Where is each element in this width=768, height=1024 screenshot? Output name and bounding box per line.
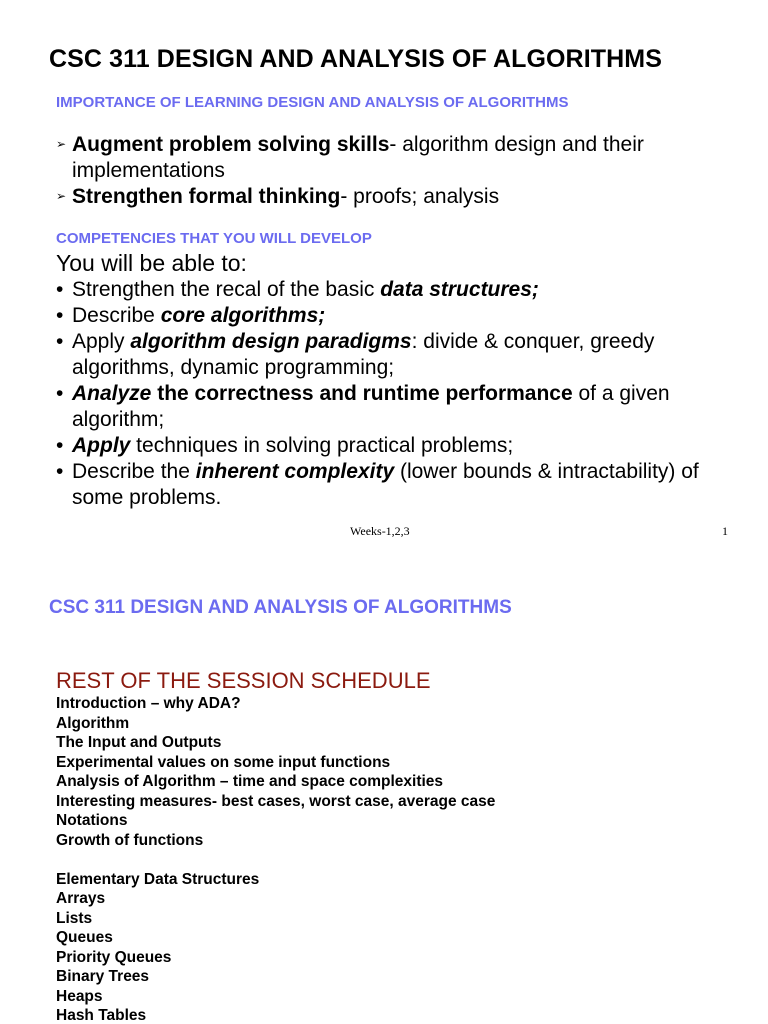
schedule-heading: REST OF THE SESSION SCHEDULE xyxy=(56,668,431,693)
competencies-heading: COMPETENCIES THAT YOU WILL DEVELOP xyxy=(56,230,372,247)
dot-bullet-icon: • xyxy=(56,434,64,457)
dot-bullet-icon: • xyxy=(56,460,64,483)
item-bold-text: the correctness and runtime performance xyxy=(151,382,573,405)
item-emphasis: core algorithms; xyxy=(160,304,326,327)
list-item: Arrays xyxy=(56,890,106,907)
arrow-bullet-icon: ➢ xyxy=(56,189,67,203)
item-text: Strengthen the recal of the basic xyxy=(72,278,381,301)
item-text: Apply xyxy=(72,330,131,353)
item-text: - proofs; analysis xyxy=(340,185,500,208)
item-text: : divide & conquer, greedy algorithms, dynamic programming; xyxy=(72,330,655,379)
list-item: Introduction – why ADA? xyxy=(56,695,241,712)
list-item xyxy=(56,329,736,381)
list-item xyxy=(56,459,736,511)
importance-heading: IMPORTANCE OF LEARNING DESIGN AND ANALYSIS OF ALGORITHMS xyxy=(56,94,569,111)
dot-bullet-icon: • xyxy=(56,382,64,405)
dot-bullet-icon: • xyxy=(56,304,64,327)
item-emphasis: algorithm design paradigms xyxy=(130,330,412,353)
list-item: Queues xyxy=(56,929,113,946)
spacer xyxy=(56,850,495,870)
list-item: Lists xyxy=(56,909,93,927)
list-item xyxy=(56,433,736,459)
arrow-bullet-icon: ➢ xyxy=(56,137,67,151)
item-emphasis: Analyze xyxy=(72,382,152,405)
competencies-list xyxy=(56,277,736,511)
list-item: Algorithm xyxy=(56,714,130,732)
item-bold-text: Augment problem solving skills xyxy=(72,133,390,156)
item-text: - algorithm design and their implementations xyxy=(72,133,644,182)
list-item xyxy=(56,303,736,329)
item-emphasis: inherent complexity xyxy=(195,460,395,483)
item-text: Describe the xyxy=(72,460,196,483)
item-text: Describe xyxy=(72,304,161,327)
list-item xyxy=(56,381,736,433)
list-item: Growth of functions xyxy=(56,831,204,849)
list-item: Interesting measures- best cases, worst case, average case xyxy=(56,792,496,810)
item-text: of a given algorithm; xyxy=(72,382,670,431)
dot-bullet-icon: • xyxy=(56,330,64,353)
item-emphasis: Apply xyxy=(72,434,131,457)
dot-bullet-icon: • xyxy=(56,278,64,301)
list-item xyxy=(56,132,736,184)
list-item: Priority Queues xyxy=(56,948,172,966)
competencies-lead: You will be able to: xyxy=(56,250,247,276)
item-text: (lower bounds & intractability) of some problems. xyxy=(72,460,699,509)
item-emphasis: data structures; xyxy=(380,278,539,301)
list-item xyxy=(56,277,736,303)
slide-footer: Weeks-1,2,3 xyxy=(350,524,410,538)
list-item: Notations xyxy=(56,812,128,829)
list-item: Hash Tables xyxy=(56,1007,147,1024)
list-item xyxy=(56,184,736,210)
schedule-list xyxy=(56,694,495,1024)
list-item: Heaps xyxy=(56,987,103,1005)
list-item: Experimental values on some input functions xyxy=(56,753,391,771)
list-item: Elementary Data Structures xyxy=(56,870,260,888)
page-number: 1 xyxy=(722,524,728,538)
item-text: techniques in solving practical problems; xyxy=(130,434,514,457)
list-item: Analysis of Algorithm – time and space complexities xyxy=(56,773,444,790)
list-item: The Input and Outputs xyxy=(56,734,222,751)
importance-list xyxy=(56,132,736,210)
slide2-title: CSC 311 DESIGN AND ANALYSIS OF ALGORITHMS xyxy=(49,597,512,618)
list-item: Binary Trees xyxy=(56,968,150,985)
item-bold-text: Strengthen formal thinking xyxy=(72,185,341,208)
slide1-title: CSC 311 DESIGN AND ANALYSIS OF ALGORITHMS xyxy=(49,45,662,73)
